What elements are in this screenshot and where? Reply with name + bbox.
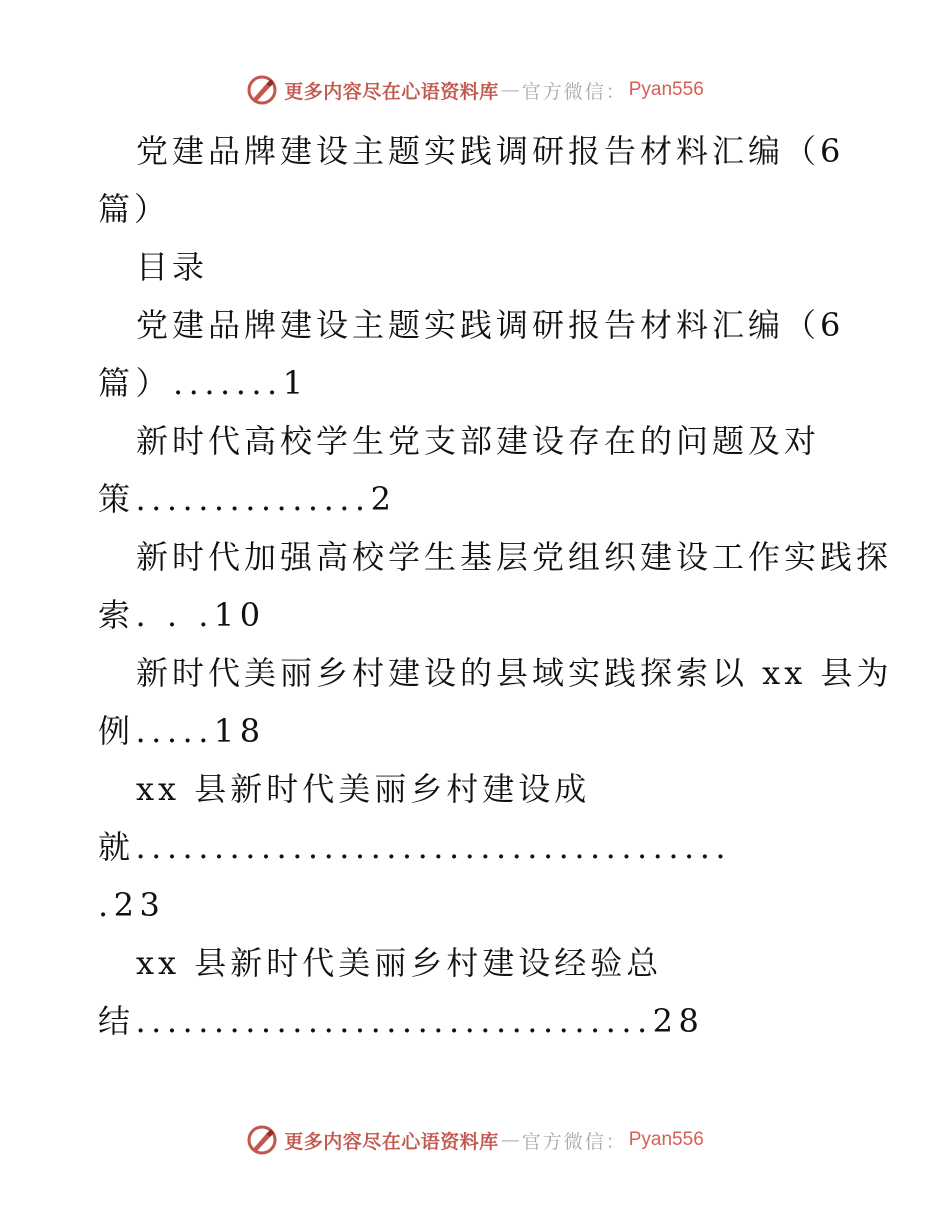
official-label: 官方微信： [521,80,627,103]
pen-logo-icon [246,74,278,106]
toc-entry-2[interactable] [98,412,858,528]
document-title-line-2: 篇） [98,190,171,228]
official-label: 官方微信： [521,1130,627,1153]
pen-logo-icon [246,1124,278,1156]
toc-entry-3[interactable] [98,528,893,644]
document-title-line-1: 党建品牌建设主题实践调研报告材料汇编（6 [136,132,845,170]
toc-entry-6[interactable] [98,934,858,1050]
toc-entry-1[interactable] [98,296,858,412]
wechat-id: Pyan556 [628,1129,704,1150]
footer-banner [0,1120,950,1160]
document-body [98,122,893,1050]
toc-entry-text: 新时代美丽乡村建设的县域实践探索以 xx 县为 [136,654,893,692]
toc-entry-page: 篇）.......1 [98,364,309,402]
toc-entry-text: 新时代加强高校学生基层党组织建设工作实践探 [136,538,893,576]
brand-text: 更多内容尽在心语资料库 [284,80,499,103]
toc-heading: 目录 [136,248,209,286]
wechat-id: Pyan556 [628,79,704,100]
toc-entry-text: xx 县新时代美丽乡村建设经验总 [136,944,663,982]
banner-separator: — [500,79,520,101]
brand-text: 更多内容尽在心语资料库 [284,1130,499,1153]
toc-entry-4[interactable] [98,644,893,760]
toc-entry-page: 策...............2 [98,480,397,518]
toc-entry-text: 党建品牌建设主题实践调研报告材料汇编（6 [136,306,845,344]
toc-entry-page: 索. . .10 [98,596,266,634]
toc-entry-dots: 就...................................... [98,828,732,866]
toc-entry-text: xx 县新时代美丽乡村建设成 [136,770,591,808]
toc-entry-text: 新时代高校学生党支部建设存在的问题及对 [136,422,821,460]
toc-entry-page: 结.................................28 [98,1002,705,1040]
toc-entry-5[interactable] [98,760,858,934]
banner-separator: — [500,1129,520,1151]
toc-entry-page: .23 [98,886,166,924]
toc-entry-page: 例.....18 [98,712,266,750]
header-banner [0,70,950,110]
